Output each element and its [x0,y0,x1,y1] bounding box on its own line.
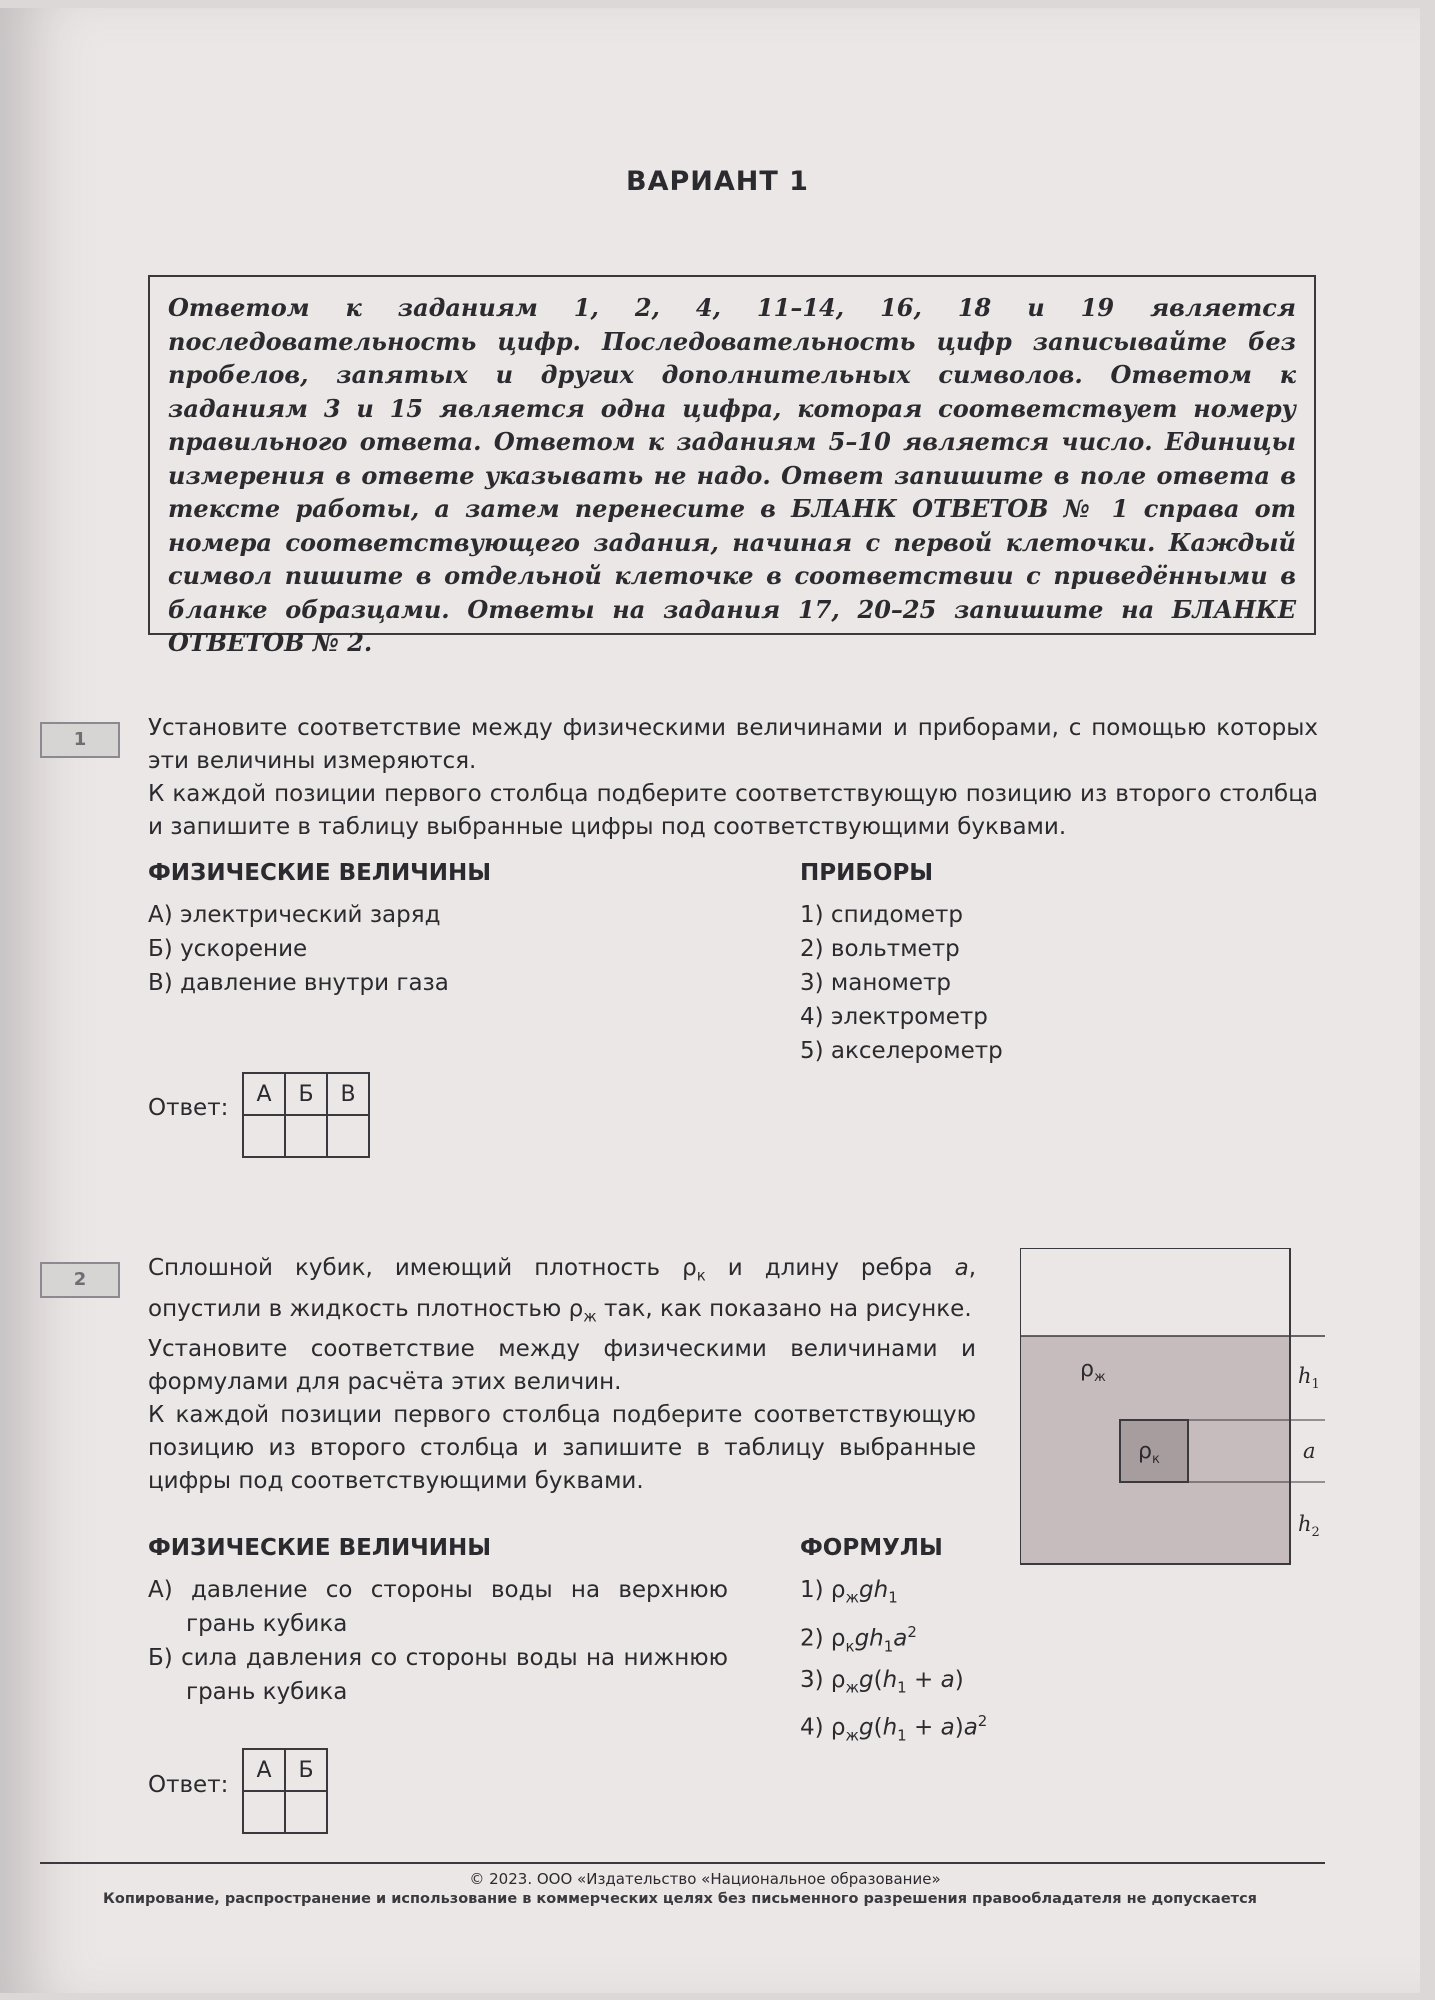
variant-title: ВАРИАНТ 1 [626,166,809,197]
formula-3: 3) $\rho_жg(h_1 + a)$ [800,1666,964,1697]
task1-answer-label: Ответ: [148,1095,229,1121]
task1-left-heading: ФИЗИЧЕСКИЕ ВЕЛИЧИНЫ [148,860,492,886]
answer-cell[interactable] [285,1791,327,1833]
list-item: А) давление со стороны воды на верхнюю грань кубика [148,1577,728,1637]
task2-text [148,1252,976,1498]
task2-left-list [148,1573,728,1709]
instructions-box [148,275,1316,657]
instructions-text: Ответом к заданиям 1, 2, 4, 11–14, 16, 18 и 19 является последовательность цифр. Последовательность цифр записывайте без пробелов, запятых и других дополнительных символов. Ответом к заданиям 3 и 15 является одна цифра, которая соответствует номеру правильного ответа. Ответом к заданиям 5–10 является число. Единицы измерения в ответе указывать не надо. Ответ запишите в поле ответа в тексте работы, а затем перенесите в БЛАНК ОТВЕТОВ № 1 справа от номера соответствующего задания, начиная с первой клеточки. Каждый символ пишите в отдельной клеточке в соответствии с приведёнными в бланке образцами. Ответы на задания 17, 20–25 запишите на БЛАНКЕ ОТВЕТОВ № 2. [168,293,1296,657]
list-item: 2) вольтметр [800,936,960,962]
task2-text-line1: Сплошной кубик, имеющий плотность $\rho_к$ и длину ребра a, опустили в жидкость плотностью $\rho_ж$ так, как показано на рисунке. [148,1255,976,1326]
liquid-density-label: $\rho_ж$ [1080,1357,1106,1385]
task1-answer-table [242,1072,370,1158]
task2-answer-label: Ответ: [148,1772,229,1798]
answer-col-header: Б [285,1749,327,1791]
list-item: В) давление внутри газа [148,970,449,996]
formula-4: 4) $\rho_жg(h_1 + a)a^2$ [800,1712,988,1745]
answer-col-header: Б [285,1073,327,1115]
formula-2: 2) $\rho_кgh_1a^2$ [800,1622,917,1655]
task2-left-heading: ФИЗИЧЕСКИЕ ВЕЛИЧИНЫ [148,1535,492,1561]
list-item: 5) акселерометр [800,1038,1003,1064]
task2-answer-table [242,1748,328,1834]
formula-1: 1) $\rho_жgh_1$ [800,1577,898,1607]
task1-right-heading: ПРИБОРЫ [800,860,934,886]
answer-col-header: А [243,1749,285,1791]
task1-right-list [800,898,1003,1068]
answer-cell[interactable] [243,1115,285,1157]
cube-density-label: $\rho_к$ [1138,1439,1160,1467]
footer-rights-notice: Копирование, распространение и использование в коммерческих целях без письменного разрешения правообладателя не допускается [103,1891,1257,1907]
list-item: А) электрический заряд [148,902,441,928]
cube [1120,1420,1188,1482]
task1-left-list [148,898,449,1000]
answer-cell[interactable] [243,1791,285,1833]
task2-text-line3: К каждой позиции первого столбца подберите соответствующую позицию из второго столбца и запишите в таблицу выбранные цифры под соответствующими буквами. [148,1402,976,1495]
a-label: a [1303,1439,1316,1463]
task1-text [148,712,1318,844]
answer-cell[interactable] [285,1115,327,1157]
task-number-1: 1 [40,722,120,758]
answer-col-header: В [327,1073,369,1115]
footer-divider [40,1862,1325,1864]
task2-right-heading: ФОРМУЛЫ [800,1535,943,1561]
list-item: 1) спидометр [800,902,964,928]
list-item: Б) сила давления со стороны воды на нижнюю грань кубика [148,1645,728,1705]
answer-cell[interactable] [327,1115,369,1157]
task1-text-line2: К каждой позиции первого столбца подберите соответствующую позицию из второго столбца и запишите в таблицу выбранные цифры под соответствующими буквами. [148,781,1318,840]
footer-copyright: © 2023. ООО «Издательство «Национальное образование» [469,1870,941,1888]
task1-text-line1: Установите соответствие между физическими величинами и приборами, с помощью которых эти величины измеряются. [148,715,1318,774]
h2-label: $h_2$ [1298,1512,1320,1540]
task2-formula-list [800,1573,987,1753]
task-number-2: 2 [40,1262,120,1298]
h1-label: $h_1$ [1298,1364,1320,1392]
list-item: 4) электрометр [800,1004,988,1030]
answer-col-header: А [243,1073,285,1115]
list-item: 3) манометр [800,970,951,996]
list-item: Б) ускорение [148,936,308,962]
cube-in-liquid-figure [1020,1248,1330,1578]
task2-text-line2: Установите соответствие между физическими величинами и формулами для расчёта этих величин. [148,1336,976,1396]
